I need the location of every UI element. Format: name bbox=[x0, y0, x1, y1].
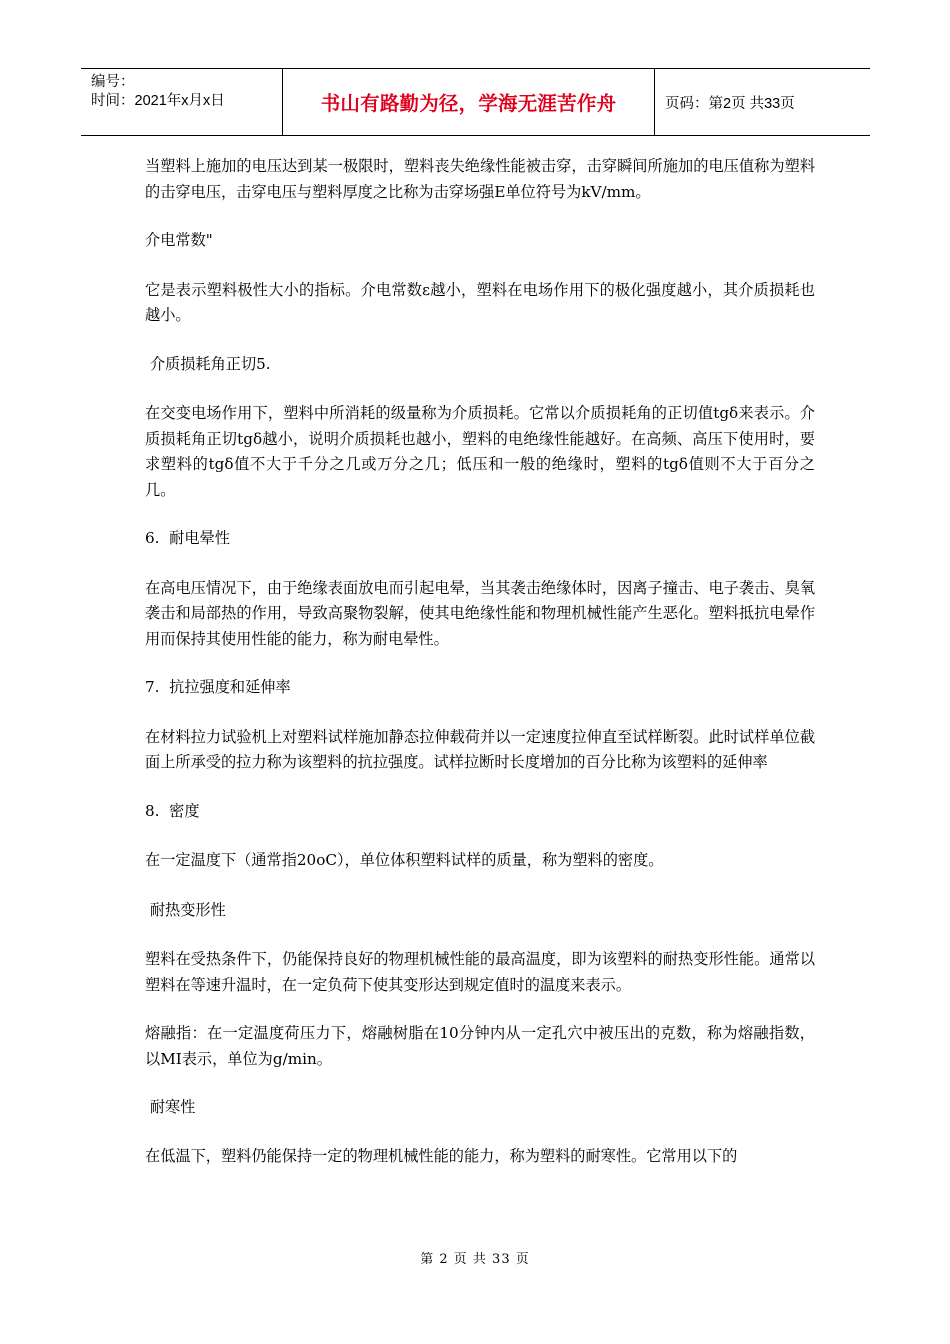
paragraph-heat-deformation: 塑料在受热条件下，仍能保持良好的物理机械性能的最高温度，即为该塑料的耐热变形性能。通常以塑料在等速升温时，在一定负荷下使其变形达到规定值时的温度来表示。 bbox=[145, 950, 815, 994]
heading-heat-deformation: 耐热变形性 bbox=[145, 900, 226, 919]
header-meta bbox=[81, 69, 283, 135]
heading-cold-resistance: 耐寒性 bbox=[145, 1098, 196, 1116]
paragraph-breakdown-voltage: 当塑料上施加的电压达到某一极限时，塑料丧失绝缘性能被击穿，击穿瞬间所施加的电压值称为塑料的击穿电压，击穿电压与塑料厚度之比称为击穿场强E单位符号为kV/mm。 bbox=[145, 157, 815, 201]
paragraph-corona-resistance: 在高电压情况下，由于绝缘表面放电而引起电晕，当其袭击绝缘体时，因离子撞击、电子袭击、臭氧袭击和局部热的作用，导致高聚物裂解，使其电绝缘性能和物理机械性能产生恶化。塑料抵抗电晕作用而保持其使用性能的能力，称为耐电晕性。 bbox=[145, 578, 815, 648]
date-label: 时间：2021年x月x日 bbox=[91, 93, 225, 109]
paragraph-density: 在一定温度下（通常指20oC），单位体积塑料试样的质量，称为塑料的密度。 bbox=[145, 851, 664, 869]
heading-density: 8. 密度 bbox=[145, 801, 200, 820]
paragraph-melt-index: 熔融指：在一定温度荷压力下，熔融树脂在10分钟内从一定孔穴中被压出的克数，称为熔融指数，以MI表示，单位为g/min。 bbox=[145, 1024, 815, 1068]
page-footer: 第 2 页 共 33 页 bbox=[420, 1252, 530, 1267]
header-page-info: 页码：第2页 共33页 bbox=[665, 95, 795, 112]
paragraph-cold-resistance: 在低温下，塑料仍能保持一定的物理机械性能的能力，称为塑料的耐寒性。它常用以下的 bbox=[145, 1146, 738, 1165]
heading-dielectric-loss: 介质损耗角正切5. bbox=[145, 354, 271, 373]
document-body bbox=[145, 154, 815, 1169]
serial-number-label: 编号： bbox=[91, 74, 135, 90]
paragraph-dielectric-constant: 它是表示塑料极性大小的指标。介电常数ε越小，塑料在电场作用下的极化强度越小，其介质损耗也越小。 bbox=[145, 280, 815, 324]
heading-corona-resistance: 6. 耐电晕性 bbox=[145, 529, 230, 547]
header-motto: 书山有路勤为径，学海无涯苦作舟 bbox=[283, 69, 655, 135]
paragraph-dielectric-loss: 在交变电场作用下，塑料中所消耗的级量称为介质损耗。它常以介质损耗角的正切值tgδ来表示。介质损耗角正切tgδ越小，说明介质损耗也越小，塑料的电绝缘性能越好。在高频、高压下使用时，要求塑料的tgδ值不大于千分之几或万分之几；低压和一般的绝缘时，塑料的tgδ值则不大于百分之几。 bbox=[145, 404, 815, 499]
paragraph-tensile-strength: 在材料拉力试验机上对塑料试样施加静态拉伸载荷并以一定速度拉伸直至试样断裂。此时试样单位截面上所承受的拉力称为该塑料的抗拉强度。试样拉断时长度增加的百分比称为该塑料的延伸率 bbox=[145, 727, 815, 771]
heading-dielectric-constant: 介电常数" bbox=[145, 231, 213, 249]
page-header bbox=[81, 68, 870, 136]
heading-tensile-strength: 7. 抗拉强度和延伸率 bbox=[145, 678, 291, 696]
